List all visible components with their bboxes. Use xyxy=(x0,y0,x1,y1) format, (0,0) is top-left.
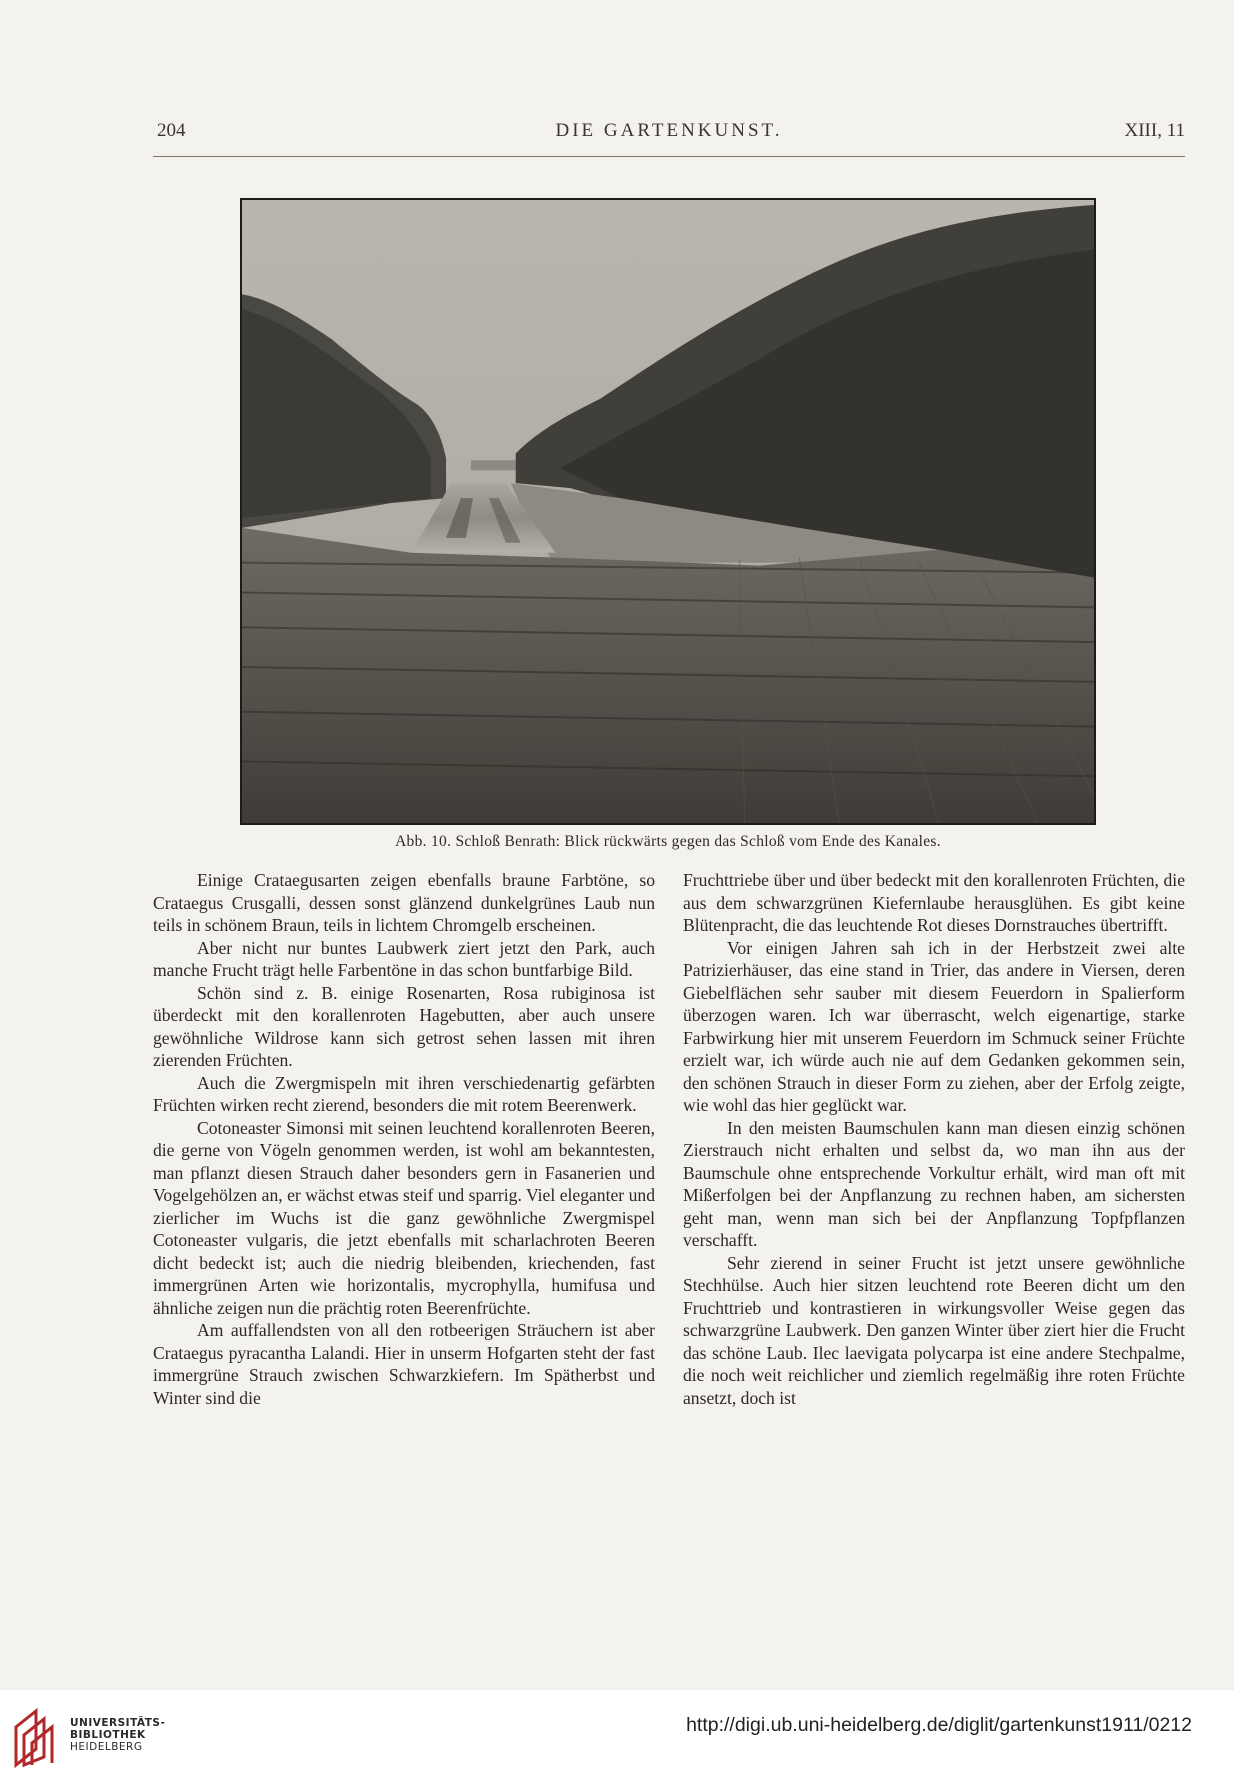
library-name: UNIVERSITÄTS- BIBLIOTHEK HEIDELBERG xyxy=(70,1717,166,1753)
figure-photograph xyxy=(240,198,1096,825)
paragraph: In den meisten Baumschulen kann man diesen einzig schönen Zierstrauch nicht erhalten und selbst da, wo man ihn aus der Baumschule ohne entsprechende Vorkultur erhält, wird man oft mit Mißerfolgen bei der Anpflanzung zu rechnen haben, am sichersten geht man, wenn man sich bei der Anpflanzung Topfpflanzen verschafft. xyxy=(683,1117,1185,1250)
paragraph: Vor einigen Jahren sah ich in der Herbstzeit zwei alte Patrizierhäuser, das eine stand in Trier, das andere in Viersen, deren Giebelflächen sehr sauber mit diesem Feuerdorn in Spalierform überzogen waren. Ich war überrascht, welch eigenartige, starke Farbwirkung hier mit unserem Feuerdorn im Schmuck seiner Früchte erzielt war, ich würde auch nie auf dem Gedanken gekommen sein, den schönen Strauch in dieser Form zu ziehen, aber der Erfolg zeigte, wie wohl das hier geglückt war. xyxy=(683,937,1185,1115)
paragraph: Sehr zierend in seiner Frucht ist jetzt unsere gewöhnliche Stechhülse. Auch hier sitzen leuchtend rote Beeren dicht um den Fruchttrieb und kontrastieren in wirkungsvoller Weise gegen das schwarzgrüne Laubwerk. Den ganzen Winter über ziert hier die Frucht das schöne Laub. Ilec laevigata polycarpa ist eine andere Stechpalme, die noch weit reichlicher und ziemlich regelmäßig ihre roten Früchte ansetzt, doch ist xyxy=(683,1252,1185,1408)
paragraph: Schön sind z. B. einige Rosenarten, Rosa rubiginosa ist überdeckt mit den korallenroten Hagebutten, aber auch unsere gewöhnliche Wildrose kann sich getrost sehen lassen mit ihren zierenden Früchten. xyxy=(153,982,655,1070)
running-head xyxy=(153,118,1185,148)
library-logo-icon xyxy=(12,1705,64,1769)
right-column xyxy=(683,869,1185,1409)
digitization-footer xyxy=(0,1690,1234,1780)
paragraph: Einige Crataegusarten zeigen ebenfalls braune Farbtöne, so Crataegus Crusgalli, dessen sonst glänzend dunkelgrünes Laub nun teils in schönem Braun, teils in lichtem Chromgelb erscheinen. xyxy=(153,870,655,935)
header-rule xyxy=(153,156,1185,157)
page-number: 204 xyxy=(157,120,186,141)
paragraph: Cotoneaster Simonsi mit seinen leuchtend korallenroten Beeren, die gerne von Vögeln genommen werden, ist wohl am bekanntesten, man pflanzt diesen Strauch daher besonders gern in Fasanerien und Vogelgehölzen an, er wächst etwas steif und sparrig. Viel eleganter und zierlicher im Wuchs ist die ganz gewöhnliche Zwergmispel Cotoneaster vulgaris, die jetzt ebenfalls mit scharlachroten Beeren dicht bedeckt ist; auch die niedrig bleibenden, kriechenden, fast immergrünen Arten wie horizontalis, mycrophylla, humifusa und ähnliche zeigen nun die prächtig roten Beerenfrüchte. xyxy=(153,1117,655,1318)
paragraph: Auch die Zwergmispeln mit ihren verschiedenartig gefärbten Früchten wirken recht zierend, besonders die mit rotem Beerenwerk. xyxy=(153,1072,655,1115)
left-column xyxy=(153,869,655,1409)
figure-caption: Abb. 10. Schloß Benrath: Blick rückwärts gegen das Schloß vom Ende des Kanales. xyxy=(395,833,941,850)
permalink-url[interactable]: http://digi.ub.uni-heidelberg.de/diglit/gartenkunst1911/0212 xyxy=(686,1714,1192,1736)
journal-title: DIE GARTENKUNST. xyxy=(555,120,783,141)
paragraph: Am auffallendsten von all den rotbeerigen Sträuchern ist aber Crataegus pyracantha Lalandi. Hier in unserm Hofgarten steht der fast immergrüne Strauch zwischen Schwarzkiefern. Im Spätherbst und Winter sind die xyxy=(153,1320,655,1408)
canal-photo-illustration xyxy=(242,200,1094,823)
paragraph: Aber nicht nur buntes Laubwerk ziert jetzt den Park, auch manche Frucht trägt helle Farbentöne in das schon buntfarbige Bild. xyxy=(153,937,655,980)
volume-issue: XIII, 11 xyxy=(1124,120,1185,141)
paragraph: Fruchttriebe über und über bedeckt mit den korallenroten Früchten, die aus dem schwarzgrünen Kiefernlaube herausglühen. Es gibt keine Blütenpracht, die das leuchtende Rot dieses Dornstrauches übertrifft. xyxy=(683,870,1185,935)
